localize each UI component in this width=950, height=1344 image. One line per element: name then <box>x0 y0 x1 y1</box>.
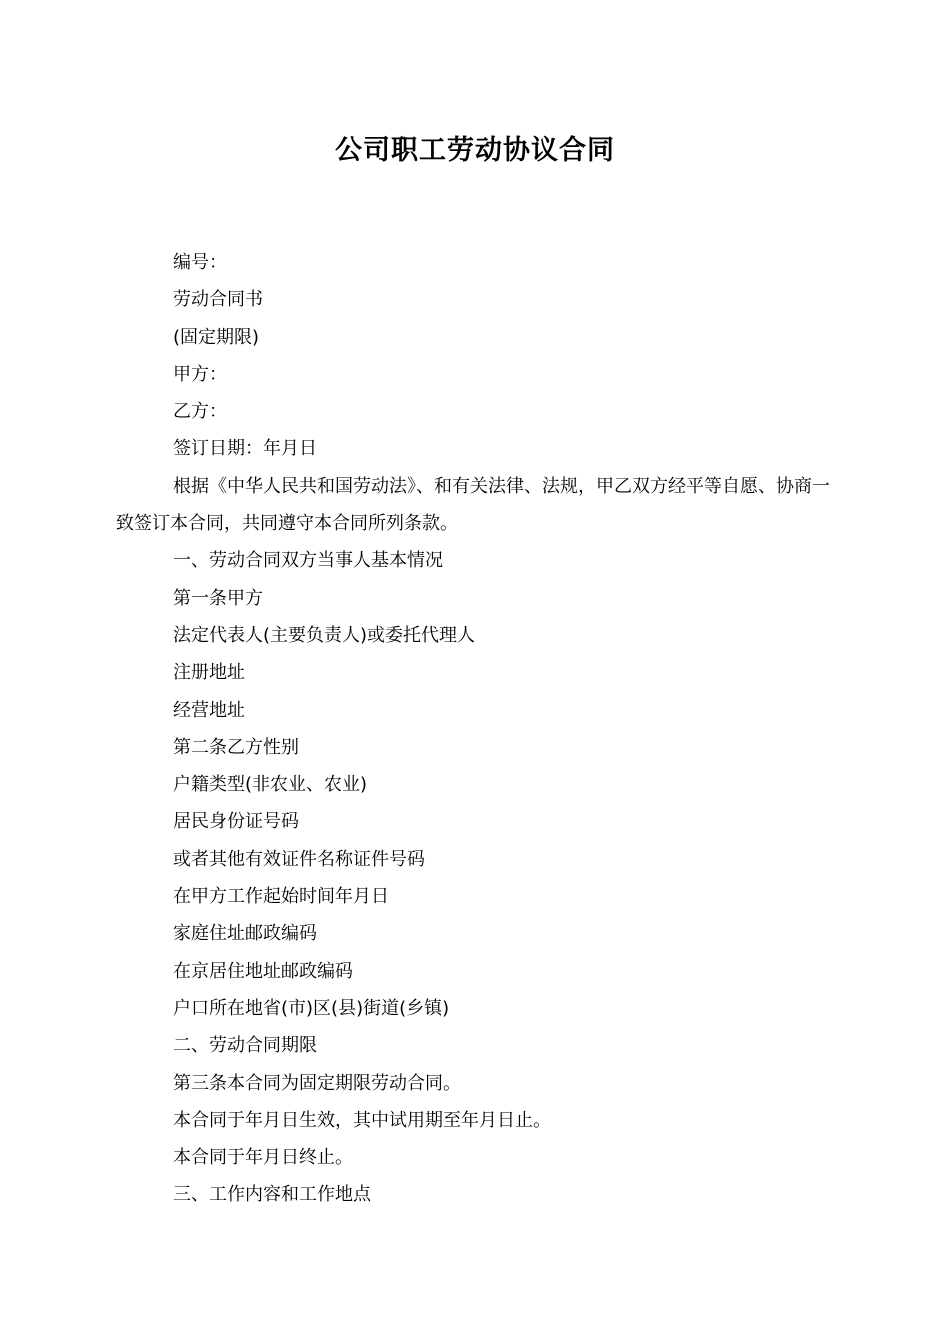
id-number-line: 居民身份证号码 <box>173 811 299 833</box>
article-1-line: 第一条甲方 <box>173 587 263 609</box>
contract-book-title: 劳动合同书 <box>173 289 263 311</box>
effective-date-line: 本合同于年月日生效，其中试用期至年月日止。 <box>173 1109 551 1131</box>
section-heading-2: 二、劳动合同期限 <box>173 1035 317 1057</box>
business-address-line: 经营地址 <box>173 699 245 721</box>
section-heading-3: 三、工作内容和工作地点 <box>173 1184 371 1206</box>
home-address-line: 家庭住址邮政编码 <box>173 923 317 945</box>
beijing-address-line: 在京居住地址邮政编码 <box>173 960 353 982</box>
document-title: 公司职工劳动协议合同 <box>335 135 615 166</box>
other-certificate-line: 或者其他有效证件名称证件号码 <box>173 848 425 870</box>
article-3-line: 第三条本合同为固定期限劳动合同。 <box>173 1072 461 1094</box>
preamble-paragraph: 根据《中华人民共和国劳动法》、和有关法律、法规，甲乙双方经平等自愿、协商一致签订本合同，共同遵守本合同所列条款。 <box>116 475 830 535</box>
hukou-location-line: 户口所在地省(市)区(县)街道(乡镇) <box>173 997 450 1019</box>
registered-address-line: 注册地址 <box>173 662 245 684</box>
document-body <box>116 244 836 1214</box>
start-date-line: 在甲方工作起始时间年月日 <box>173 886 389 908</box>
party-b-line: 乙方： <box>173 401 227 423</box>
legal-representative-line: 法定代表人(主要负责人)或委托代理人 <box>173 624 476 646</box>
party-a-line: 甲方： <box>173 363 227 385</box>
contract-number-line: 编号： <box>173 252 227 273</box>
contract-type-line: (固定期限) <box>173 326 260 348</box>
household-type-line: 户籍类型(非农业、农业) <box>173 774 368 796</box>
signing-date-line: 签订日期：年月日 <box>173 438 317 460</box>
article-2-line: 第二条乙方性别 <box>173 736 299 758</box>
section-heading-1: 一、劳动合同双方当事人基本情况 <box>173 550 443 572</box>
termination-date-line: 本合同于年月日终止。 <box>173 1147 353 1169</box>
